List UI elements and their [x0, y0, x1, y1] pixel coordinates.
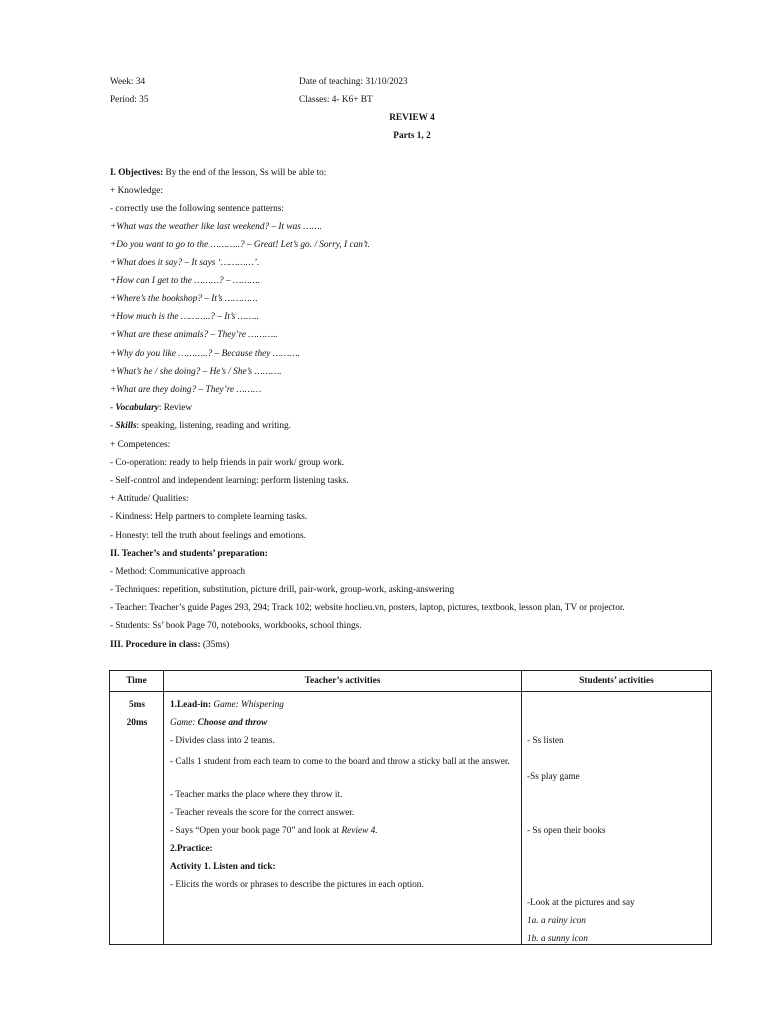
classes-label: Classes: 4- K6+ BT	[299, 95, 373, 105]
procedure-heading: III. Procedure in class: (35ms)	[110, 640, 230, 650]
ss-open-line: - Ss open their books	[527, 826, 606, 836]
table-header-row	[110, 671, 712, 692]
cooperation-line: - Co-operation: ready to help friends in pair work/ group work.	[110, 458, 345, 468]
table-row	[110, 692, 712, 945]
lead-in-line: 1.Lead-in: Game: Whispering	[170, 700, 284, 710]
competences-label: + Competences:	[110, 440, 171, 450]
ss-option-line: 1a. a rainy icon	[527, 916, 586, 926]
self-control-line: - Self-control and independent learning: perform listening tasks.	[110, 476, 349, 486]
objectives-intro: By the end of the lesson, Ss will be able to:	[163, 168, 327, 178]
activity-label: Activity 1. Listen and tick:	[170, 862, 276, 872]
game-line: Game: Choose and throw	[170, 718, 268, 728]
period-label: Period: 35	[110, 95, 149, 105]
time-cell	[110, 692, 164, 945]
techniques-line: - Techniques: repetition, substitution, picture drill, pair-work, group-work, asking-answering	[110, 585, 455, 595]
students-materials-line: - Students: Ss’ book Page 70, notebooks, workbooks, school things.	[110, 621, 362, 631]
vocabulary-label: Vocabulary	[115, 403, 159, 413]
sentence-pattern: +What are they doing? – They’re ………	[110, 385, 262, 395]
time-column-header: Time	[110, 671, 164, 692]
marks-line: - Teacher marks the place where they throw it.	[170, 790, 343, 800]
sentence-pattern: +What are these animals? – They’re ………..	[110, 330, 278, 340]
says-line: - Says “Open your book page 70” and look at Review 4.	[170, 826, 378, 836]
sentence-pattern: +What does it say? – It says ‘…………’.	[110, 258, 260, 268]
method-line: - Method: Communicative approach	[110, 567, 246, 577]
skills-label: Skills	[115, 421, 137, 431]
objectives-line	[110, 167, 326, 179]
sentence-pattern: +How can I get to the ………? – ……….	[110, 276, 261, 286]
teacher-column-header: Teacher’s activities	[164, 671, 522, 692]
teacher-activities-cell	[164, 692, 522, 945]
time-value: 20ms	[126, 718, 148, 728]
attitude-label: + Attitude/ Qualities:	[110, 494, 189, 504]
sentence-pattern: +What was the weather like last weekend? – It was …….	[110, 222, 323, 232]
calls-line: - Calls 1 student from each team to come to the board and throw a sticky ball at the answer.	[170, 757, 510, 767]
time-value: 5ms	[128, 700, 145, 710]
lesson-subtitle: Parts 1, 2	[393, 131, 431, 141]
students-activities-cell	[522, 692, 712, 945]
ss-play-line: -Ss play game	[527, 772, 580, 782]
procedure-table	[109, 670, 712, 945]
ss-look-line: -Look at the pictures and say	[527, 898, 635, 908]
students-column-header: Students’ activities	[522, 671, 712, 692]
preparation-heading: II. Teacher’s and students’ preparation:	[110, 549, 268, 559]
honesty-line: - Honesty: tell the truth about feelings and emotions.	[110, 531, 306, 541]
skills-line: - Skills: speaking, listening, reading and writing.	[110, 421, 292, 431]
week-label: Week: 34	[110, 77, 146, 87]
kindness-line: - Kindness: Help partners to complete learning tasks.	[110, 512, 308, 522]
sentence-pattern: +Do you want to go to the ………..? – Great! Let’s go. / Sorry, I can’t.	[110, 240, 370, 250]
sentence-pattern: +What’s he / she doing? – He’s / She’s ……….	[110, 367, 282, 377]
sentence-pattern: +Why do you like ………..? – Because they ……….	[110, 349, 300, 359]
knowledge-label: + Knowledge:	[110, 186, 164, 196]
objectives-heading: I. Objectives:	[110, 168, 164, 178]
practice-label: 2.Practice:	[170, 844, 213, 854]
teacher-materials-line: - Teacher: Teacher’s guide Pages 293, 294; Track 102; website hoclieu.vn, posters, laptop, pictures, textbook, lesson plan, TV or projector.	[110, 603, 625, 613]
sentence-pattern: +Where’s the bookshop? – It’s …………	[110, 294, 258, 304]
patterns-intro: - correctly use the following sentence patterns:	[110, 204, 284, 214]
vocabulary-line: - Vocabulary: Review	[110, 403, 193, 413]
divides-line: - Divides class into 2 teams.	[170, 736, 275, 746]
ss-listen-line: - Ss listen	[527, 736, 564, 746]
elicits-line: - Elicits the words or phrases to describe the pictures in each option.	[170, 880, 424, 890]
ss-option-line: 1b. a sunny icon	[527, 934, 588, 944]
sentence-pattern: +How much is the ………..? – It’s ……..	[110, 312, 259, 322]
date-label: Date of teaching: 31/10/2023	[299, 77, 408, 87]
lesson-title: REVIEW 4	[389, 113, 435, 123]
reveals-line: - Teacher reveals the score for the correct answer.	[170, 808, 355, 818]
